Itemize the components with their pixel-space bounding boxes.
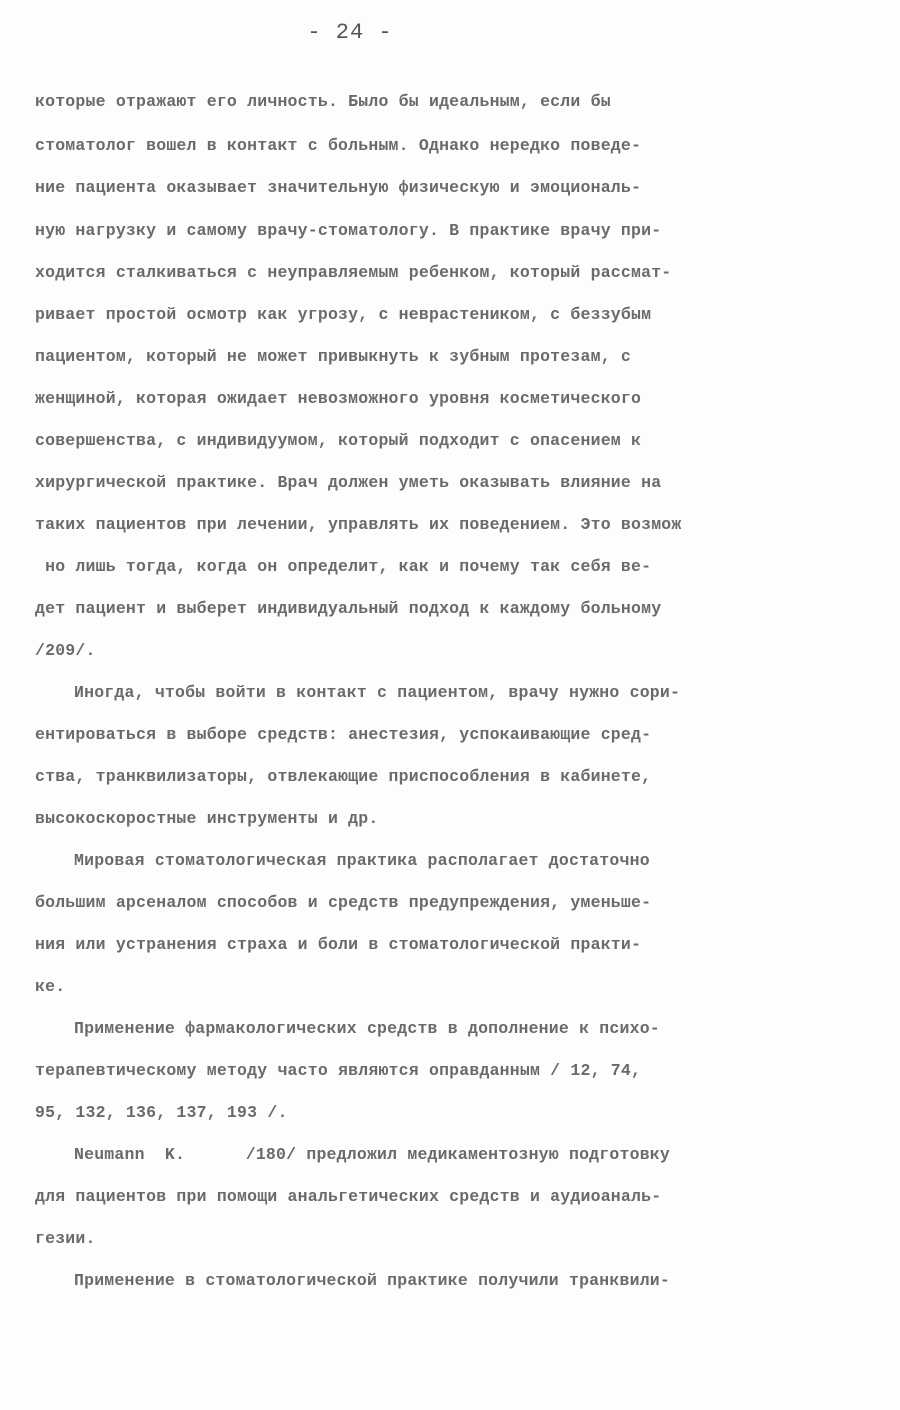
text-line: но лишь тогда, когда он определит, как и почему так себя ве- <box>35 557 652 576</box>
text-line: ства, транквилизаторы, отвлекающие приспособления в кабинете, <box>35 767 652 786</box>
text-line: /209/. <box>35 641 96 660</box>
text-line: высокоскоростные инструменты и др. <box>35 809 379 828</box>
text-line: Применение в стоматологической практике получили транквили- <box>74 1271 670 1290</box>
text-line: ходится сталкиваться с неуправляемым ребенком, который рассмат- <box>35 263 672 282</box>
text-line: ние пациента оказывает значительную физическую и эмоциональ- <box>35 178 642 197</box>
text-line: ке. <box>35 977 66 996</box>
text-line: ентироваться в выборе средств: анестезия, успокаивающие сред- <box>35 725 652 744</box>
text-line: большим арсеналом способов и средств предупреждения, уменьше- <box>35 893 652 912</box>
text-line: совершенства, с индивидуумом, который подходит с опасением к <box>35 431 642 450</box>
text-line: женщиной, которая ожидает невозможного уровня косметического <box>35 389 642 408</box>
text-line: гезии. <box>35 1229 96 1248</box>
text-line: 95, 132, 136, 137, 193 /. <box>35 1103 288 1122</box>
text-line: стоматолог вошел в контакт с больным. Однако нередко поведе- <box>35 136 642 155</box>
page-number: - 24 - <box>307 20 393 45</box>
text-line: ривает простой осмотр как угрозу, с неврастеником, с беззубым <box>35 305 652 324</box>
text-line: хирургической практике. Врач должен уметь оказывать влияние на <box>35 473 662 492</box>
text-line: дет пациент и выберет индивидуальный подход к каждому больному <box>35 599 662 618</box>
text-line: Применение фармакологических средств в дополнение к психо- <box>74 1019 660 1038</box>
text-line: Иногда, чтобы войти в контакт с пациентом, врачу нужно сори- <box>74 683 681 702</box>
text-line: Neumann K. /180/ предложил медикаментозную подготовку <box>74 1145 670 1164</box>
text-line: которые отражают его личность. Было бы идеальным, если бы <box>35 92 611 111</box>
text-line: Мировая стоматологическая практика располагает достаточно <box>74 851 650 870</box>
text-line: пациентом, который не может привыкнуть к зубным протезам, с <box>35 347 631 366</box>
text-line: ную нагрузку и самому врачу-стоматологу. В практике врачу при- <box>35 221 662 240</box>
text-line: для пациентов при помощи анальгетических средств и аудиоаналь- <box>35 1187 662 1206</box>
text-line: терапевтическому методу часто являются оправданным / 12, 74, <box>35 1061 642 1080</box>
text-line: ния или устранения страха и боли в стоматологической практи- <box>35 935 642 954</box>
text-line: таких пациентов при лечении, управлять их поведением. Это возмож <box>35 515 682 534</box>
